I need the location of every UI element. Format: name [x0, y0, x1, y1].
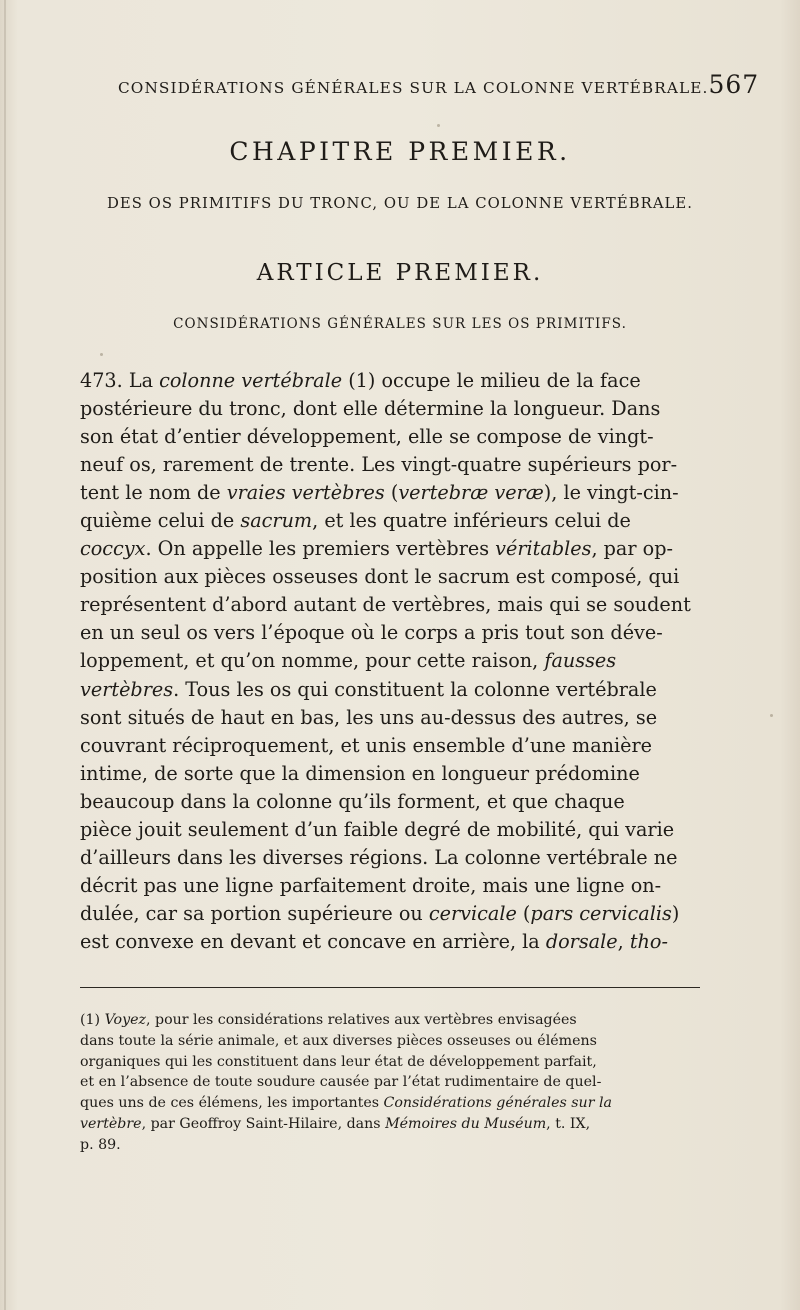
text-line: position aux pièces osseuses dont le sacrum est composé, qui [80, 565, 680, 589]
footnote-line: ques uns de ces élémens, les importantes Considérations générales sur la [80, 1095, 612, 1112]
text-line: coccyx. On appelle les premiers vertèbres véritables, par op- [80, 537, 673, 561]
text-line: son état d’entier développement, elle se compose de vingt- [80, 425, 654, 449]
footnote-line: organiques qui les constituent dans leur état de développement parfait, [80, 1053, 597, 1070]
text-line: beaucoup dans la colonne qu’ils forment, et que chaque [80, 789, 625, 813]
text-line: neuf os, rarement de trente. Les vingt-quatre supérieurs por- [80, 453, 678, 477]
text-line: loppement, et qu’on nomme, pour cette raison, fausses [80, 649, 617, 673]
text-line: représentent d’abord autant de vertèbres, mais qui se soudent [80, 593, 691, 617]
text-line: en un seul os vers l’époque où le corps a pris tout son déve- [80, 621, 663, 645]
running-header [118, 70, 760, 99]
text-line: quième celui de sacrum, et les quatre inférieurs celui de [80, 509, 631, 533]
running-title: CONSIDÉRATIONS GÉNÉRALES SUR LA COLONNE VERTÉBRALE. [118, 79, 709, 97]
footnote-line: (1) Voyez, pour les considérations relatives aux vertèbres envisagées [80, 1012, 577, 1028]
footnote [80, 1010, 700, 1156]
text-line: postérieure du tronc, dont elle détermine la longueur. Dans [80, 397, 661, 421]
text-line: vertèbres. Tous les os qui constituent la colonne vertébrale [80, 677, 657, 701]
text-line: couvrant réciproquement, et unis ensemble d’une manière [80, 733, 653, 757]
footnote-line: et en l’absence de toute soudure causée par l’état rudimentaire de quel- [80, 1074, 602, 1091]
paper-speck [770, 714, 773, 717]
text-line: d’ailleurs dans les diverses régions. La colonne vertébrale ne [80, 845, 678, 869]
paper-speck [100, 353, 103, 356]
paper-speck [437, 124, 440, 127]
text-line: sont situés de haut en bas, les uns au-dessus des autres, se [80, 705, 658, 729]
text-line: tent le nom de vraies vertèbres (vertebræ veræ), le vingt-cin- [80, 481, 679, 505]
footnote-rule [80, 987, 700, 988]
text-line: pièce jouit seulement d’un faible degré de mobilité, qui varie [80, 817, 675, 841]
article-subtitle: CONSIDÉRATIONS GÉNÉRALES SUR LES OS PRIMITIFS. [173, 316, 627, 332]
text-line: décrit pas une ligne parfaitement droite, mais une ligne on- [80, 873, 662, 897]
page-number: 567 [708, 70, 760, 99]
chapter-subtitle: DES OS PRIMITIFS DU TRONC, OU DE LA COLONNE VERTÉBRALE. [106, 195, 694, 212]
article-title: ARTICLE PREMIER. [256, 260, 544, 286]
text-line: intime, de sorte que la dimension en longueur prédomine [80, 761, 640, 785]
footnote-line: dans toute la série animale, et aux diverses pièces osseuses ou élémens [80, 1032, 597, 1049]
main-paragraph [80, 367, 700, 956]
footnote-line: vertèbre, par Geoffroy Saint-Hilaire, dans Mémoires du Muséum, t. IX, [80, 1115, 591, 1132]
footnote-line: p. 89. [80, 1136, 121, 1153]
text-line: est convexe en devant et concave en arrière, la dorsale, tho- [80, 929, 668, 953]
chapter-title: CHAPITRE PREMIER. [229, 137, 571, 166]
text-line: 473. La colonne vertébrale (1) occupe le milieu de la face [80, 369, 641, 392]
text-line: dulée, car sa portion supérieure ou cervicale (pars cervicalis) [80, 901, 680, 925]
